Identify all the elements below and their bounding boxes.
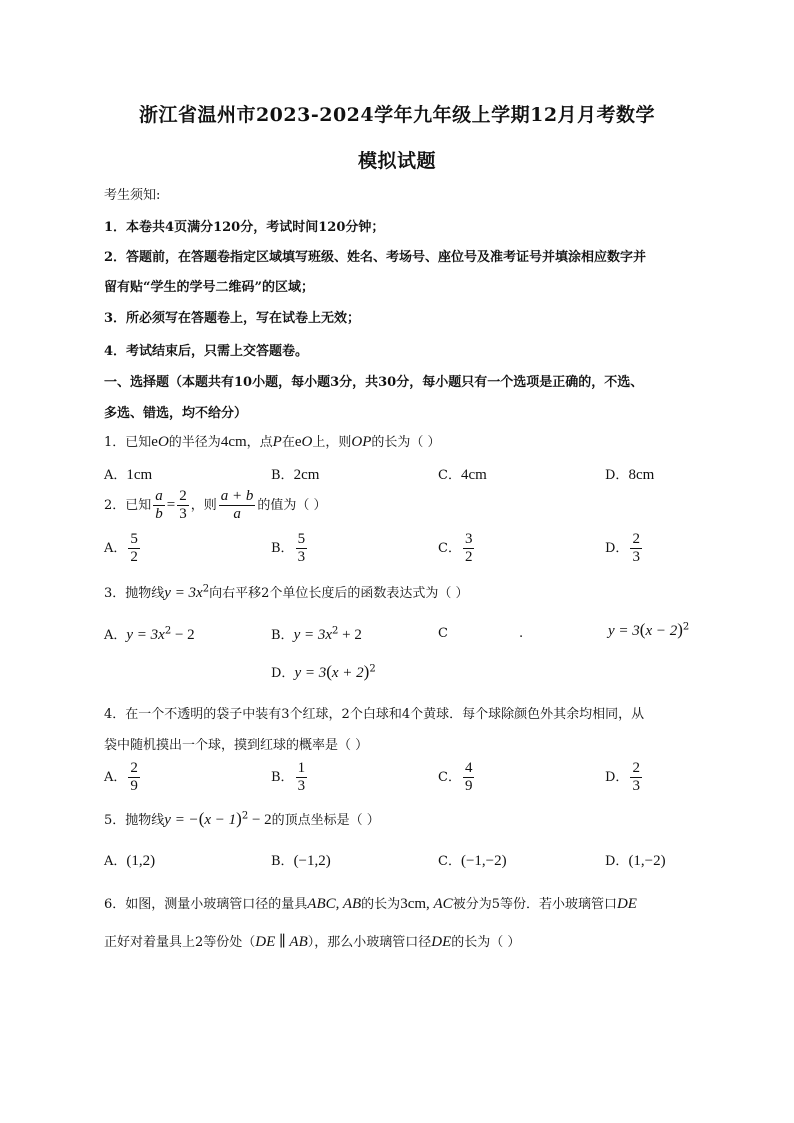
option-expression-tail: − 2 [171,627,195,643]
question-3 [104,582,469,602]
question-2 [104,488,327,523]
q1-text: 的长为（ ） [371,435,441,450]
q2-text: 2．已知 [104,498,152,513]
denominator: 2 [464,549,473,565]
q3-option-b[interactable] [271,624,362,644]
numerator: 1 [297,760,306,776]
option-value: 2cm [293,467,320,483]
q3-expression: y = 3x [164,585,203,601]
q2-option-a[interactable] [104,531,142,566]
question-4-cont: 袋中随机摸出一个球，摸到红球的概率是（ ） [104,738,369,753]
option-expression-tail: + 2 [338,627,362,643]
q6-var-de: DE [431,934,452,950]
option-label: A． [104,468,127,483]
q3-option-c-dot: . [519,626,524,641]
q4-option-a[interactable] [104,760,142,795]
numerator: a + b [220,488,254,504]
q1-text: 在 [281,435,295,450]
option-expression-inner: x − 2 [645,623,678,639]
q5-text: 5．抛物线 [104,813,165,828]
option-label: B． [271,628,294,643]
q2-option-c[interactable] [438,531,476,566]
notice-item-2: 2．答题前，在答题卷指定区域填写班级、姓名、考场号、座位号及准考证号并填涂相应数字并 [104,250,647,265]
section-1-heading: 一、选择题（本题共有10小题，每小题3分，共30分，每小题只有一个选项是正确的，不选、 [104,375,644,390]
option-value: 1cm [126,467,153,483]
option-label: D． [605,468,629,483]
option-label: A． [104,628,127,643]
question-6 [104,893,637,913]
question-1 [104,431,441,451]
q5-expression-inner: x − 1 [204,812,237,828]
option-label: D． [605,854,629,869]
q5-expression: y = − [164,812,199,828]
numerator: 2 [632,531,640,547]
numerator: 2 [130,760,138,776]
q3-text: 向右平移2个单位长度后的函数表达式为（ ） [209,586,469,601]
denominator: a [233,506,241,522]
option-value: (1,−2) [628,853,666,869]
q1-radius: 4cm [220,434,247,450]
circle-symbol: e [151,434,158,450]
section-1-heading-cont: 多选、错选，均不给分） [104,406,248,421]
superscript: 2 [202,583,210,595]
paren-right: ) [236,809,242,828]
q5-option-c[interactable] [438,850,507,870]
q2-option-d[interactable] [605,531,644,566]
option-value: (−1,−2) [460,853,507,869]
q1-text: 的半径为 [168,435,221,450]
q1-option-a[interactable] [104,464,152,484]
numerator: 3 [464,531,473,547]
option-label: A． [104,770,127,785]
q1-text: 1．已知 [104,435,152,450]
option-label: C． [438,541,461,556]
q1-var-p: P [272,434,282,450]
paren-left: ( [639,620,646,639]
numerator: 5 [297,531,306,547]
q3-option-d[interactable] [271,662,376,682]
q1-var-op: OP [351,434,372,450]
paren-left: ( [326,662,332,681]
denominator: 3 [179,506,187,522]
circle-symbol: e [294,434,302,450]
q6-var-de: DE [616,896,637,912]
q4-option-c[interactable] [438,760,476,795]
fraction-2-over-3 [177,488,189,523]
option-label: B． [271,854,294,869]
q2-text: 的值为（ ） [257,498,327,513]
exam-subtitle: 模拟试题 [357,150,436,172]
option-label: B． [271,468,294,483]
option-label: A． [104,541,127,556]
option-expression-inner: x + 2 [331,665,364,681]
q6-var-abc: ABC, AB [307,896,362,912]
question-5 [104,809,380,829]
q5-expression-tail: − 2 [248,812,272,828]
fraction-a-plus-b-over-a [219,488,256,523]
q6-text: 被分为5等份．若小玻璃管口 [452,897,617,912]
superscript: 2 [241,810,249,822]
fraction-a-over-b [153,488,165,523]
notice-item-2-cont: 留有贴“学生的学号二维码”的区域； [104,280,314,295]
option-label: B． [271,541,294,556]
denominator: 9 [130,778,138,794]
q1-var-o: O [157,434,169,450]
q5-option-b[interactable] [271,850,331,870]
superscript: 2 [682,621,690,633]
denominator: 9 [464,778,473,794]
option-expression: y = 3x [293,627,332,643]
option-label: D． [271,666,295,681]
option-value: (1,2) [126,853,156,869]
numerator: 4 [464,760,473,776]
q4-option-b[interactable] [271,760,309,795]
q6-text: 正好对着量具上2等份处（ [104,935,256,950]
superscript: 2 [369,663,376,675]
q5-option-a[interactable] [104,850,155,870]
q6-text: 的长为（ ） [451,935,521,950]
denominator: 3 [297,778,306,794]
option-label: C． [438,854,461,869]
notice-heading: 考生须知: [104,188,161,203]
option-label: B． [271,770,294,785]
option-fraction [463,760,475,795]
option-value: 4cm [460,467,487,483]
option-fraction [630,531,642,566]
notice-item-1: 1．本卷共4页满分120分，考试时间120分钟； [104,220,385,235]
superscript: 2 [164,625,172,637]
exam-title: 浙江省温州市2023-2024学年九年级上学期12月月考数学 [138,104,656,126]
q5-text: 的顶点坐标是（ ） [271,813,380,828]
q1-option-c[interactable] [438,464,487,484]
q3-option-a[interactable] [104,624,195,644]
option-label: D． [605,770,629,785]
option-fraction [630,760,642,795]
denominator: 3 [297,549,306,565]
option-label: C． [438,468,461,483]
option-expression: y = 3 [608,623,640,639]
option-fraction [128,531,140,566]
q1-text: 上，则 [312,435,352,450]
q6-text: ），那么小玻璃管口径 [307,935,432,950]
option-fraction [296,760,308,795]
q6-length: 3cm, [400,896,434,912]
option-value: 8cm [628,467,655,483]
q6-text: 6．如图，测量小玻璃管口径的量具 [104,897,308,912]
q1-option-d[interactable] [605,464,654,484]
paren-left: ( [198,809,205,828]
numerator: 2 [179,488,187,504]
q1-text: ，点 [246,435,273,450]
q3-text: 3．抛物线 [104,586,165,601]
paren-right: ) [363,662,370,681]
q6-text: 的长为 [361,897,401,912]
option-fraction [128,760,140,795]
notice-item-3: 3．所必须写在答题卷上，写在试卷上无效； [104,311,361,326]
numerator: a [155,488,163,504]
denominator: b [155,506,163,522]
option-value: (−1,2) [293,853,331,869]
q5-option-d[interactable] [605,850,666,870]
question-4: 4．在一个不透明的袋子中装有3个红球，2个白球和4个黄球．每个球除颜色外其余均相同，从 [104,707,645,722]
q2-option-b[interactable] [271,531,309,566]
option-fraction [296,531,308,566]
denominator: 3 [632,778,640,794]
denominator: 3 [632,549,640,565]
notice-item-4: 4．考试结束后，只需上交答题卷。 [104,344,309,359]
q3-option-c[interactable] [608,620,689,640]
option-label: D． [605,541,629,556]
numerator: 5 [130,531,138,547]
option-fraction [463,531,475,566]
q1-var-o: O [301,434,313,450]
equals-sign: = [166,497,176,513]
q1-option-b[interactable] [271,464,319,484]
option-label: A． [104,854,127,869]
q4-option-d[interactable] [605,760,644,795]
q3-option-c-label[interactable]: C [438,626,448,641]
option-expression: y = 3x [126,627,165,643]
superscript: 2 [332,625,339,637]
option-label: C． [438,770,461,785]
denominator: 2 [130,549,138,565]
question-6-cont [104,931,520,951]
q6-parallel-relation: DE ∥ AB [255,934,308,950]
numerator: 2 [632,760,640,776]
q2-text: ，则 [190,498,217,513]
q6-var-ac: AC [433,896,453,912]
paren-right: ) [677,620,683,639]
option-expression: y = 3 [294,665,327,681]
